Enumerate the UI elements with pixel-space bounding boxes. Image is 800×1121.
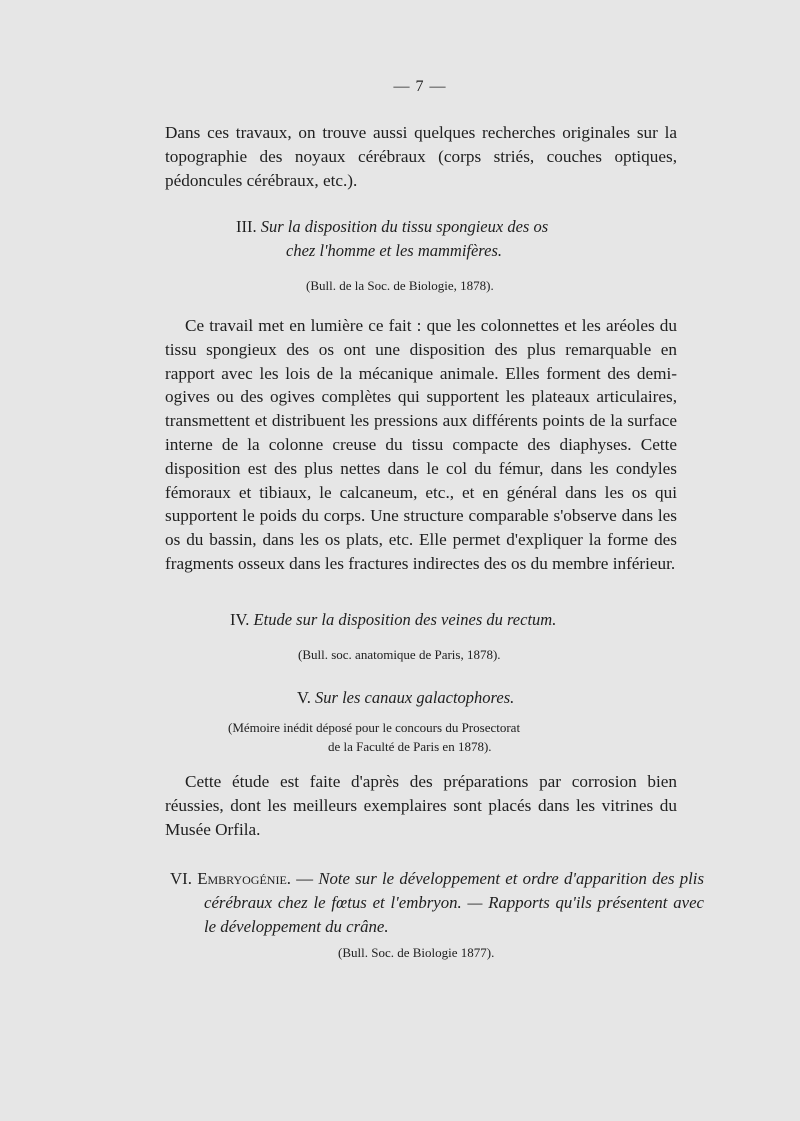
section-5-title: Sur les canaux galactophores. [315,688,515,707]
section-6-entry [170,867,704,938]
section-4-heading [230,608,556,632]
section-3-heading-line1 [236,215,548,239]
section-5-body: Cette étude est faite d'après des préparations par corrosion bien réussies, dont les meilleurs exemplaires sont placés dans les vitrines du Musée Orfila. [165,772,677,839]
section-6-reference: (Bull. Soc. de Biologie 1877). [338,945,495,960]
section-4-reference: (Bull. soc. anatomique de Paris, 1878). [298,647,501,662]
section-5-heading [297,686,514,710]
section-3-title-line2: chez l'homme et les mammifères. [286,241,502,260]
section-6-dash: — [290,869,319,888]
section-3-body: Ce travail met en lumière ce fait : que les colonnettes et les aréoles du tissu spongieux des os ont une disposition des plus remarquable en rapport avec les lois de la mécanique animale. Elles forment des demi-ogives ou des ogives complètes qui supportent les plateaux articulaires, transmettent et distribuent les pressions aux différents points de la surface interne de la colonne creuse du tissu compacte des diaphyses. Cette disposition est des plus nettes dans le col du fémur, dans les condyles fémoraux et tibiaux, le calcaneum, etc., et en général dans les os qui supportent le poids du corps. Une structure comparable s'observe dans les os du bassin, dans les os plats, etc. Elle permet d'expliquer la forme des fragments osseux dans les fractures indirectes des os du membre inférieur. [165,316,677,573]
section-4-title: Etude sur la disposition des veines du rectum. [253,610,557,629]
section-3-numeral: III. [236,217,257,236]
section-3-reference: (Bull. de la Soc. de Biologie, 1878). [306,278,494,293]
page-number: — 7 — [393,78,447,95]
section-5-reference-line2: de la Faculté de Paris en 1878). [328,739,492,754]
section-6-label: Embryogénie. [197,869,291,888]
section-6-title: Note sur le développement et ordre d'apparition des plis cérébraux chez le fœtus et l'embryon. — Rapports qu'ils présentent avec le développement du crâne. [204,869,704,936]
section-5-numeral: V. [297,688,311,707]
section-3-heading-line2 [286,239,502,263]
intro-paragraph: Dans ces travaux, on trouve aussi quelques recherches originales sur la topographie des noyaux cérébraux (corps striés, couches optiques, pédoncules cérébraux, etc.). [165,123,677,190]
section-3-title-line1: Sur la disposition du tissu spongieux des os [260,217,549,236]
section-6-numeral: VI. [170,869,192,888]
section-4-numeral: IV. [230,610,250,629]
section-5-reference-line1: (Mémoire inédit déposé pour le concours du Prosectorat [228,720,521,735]
